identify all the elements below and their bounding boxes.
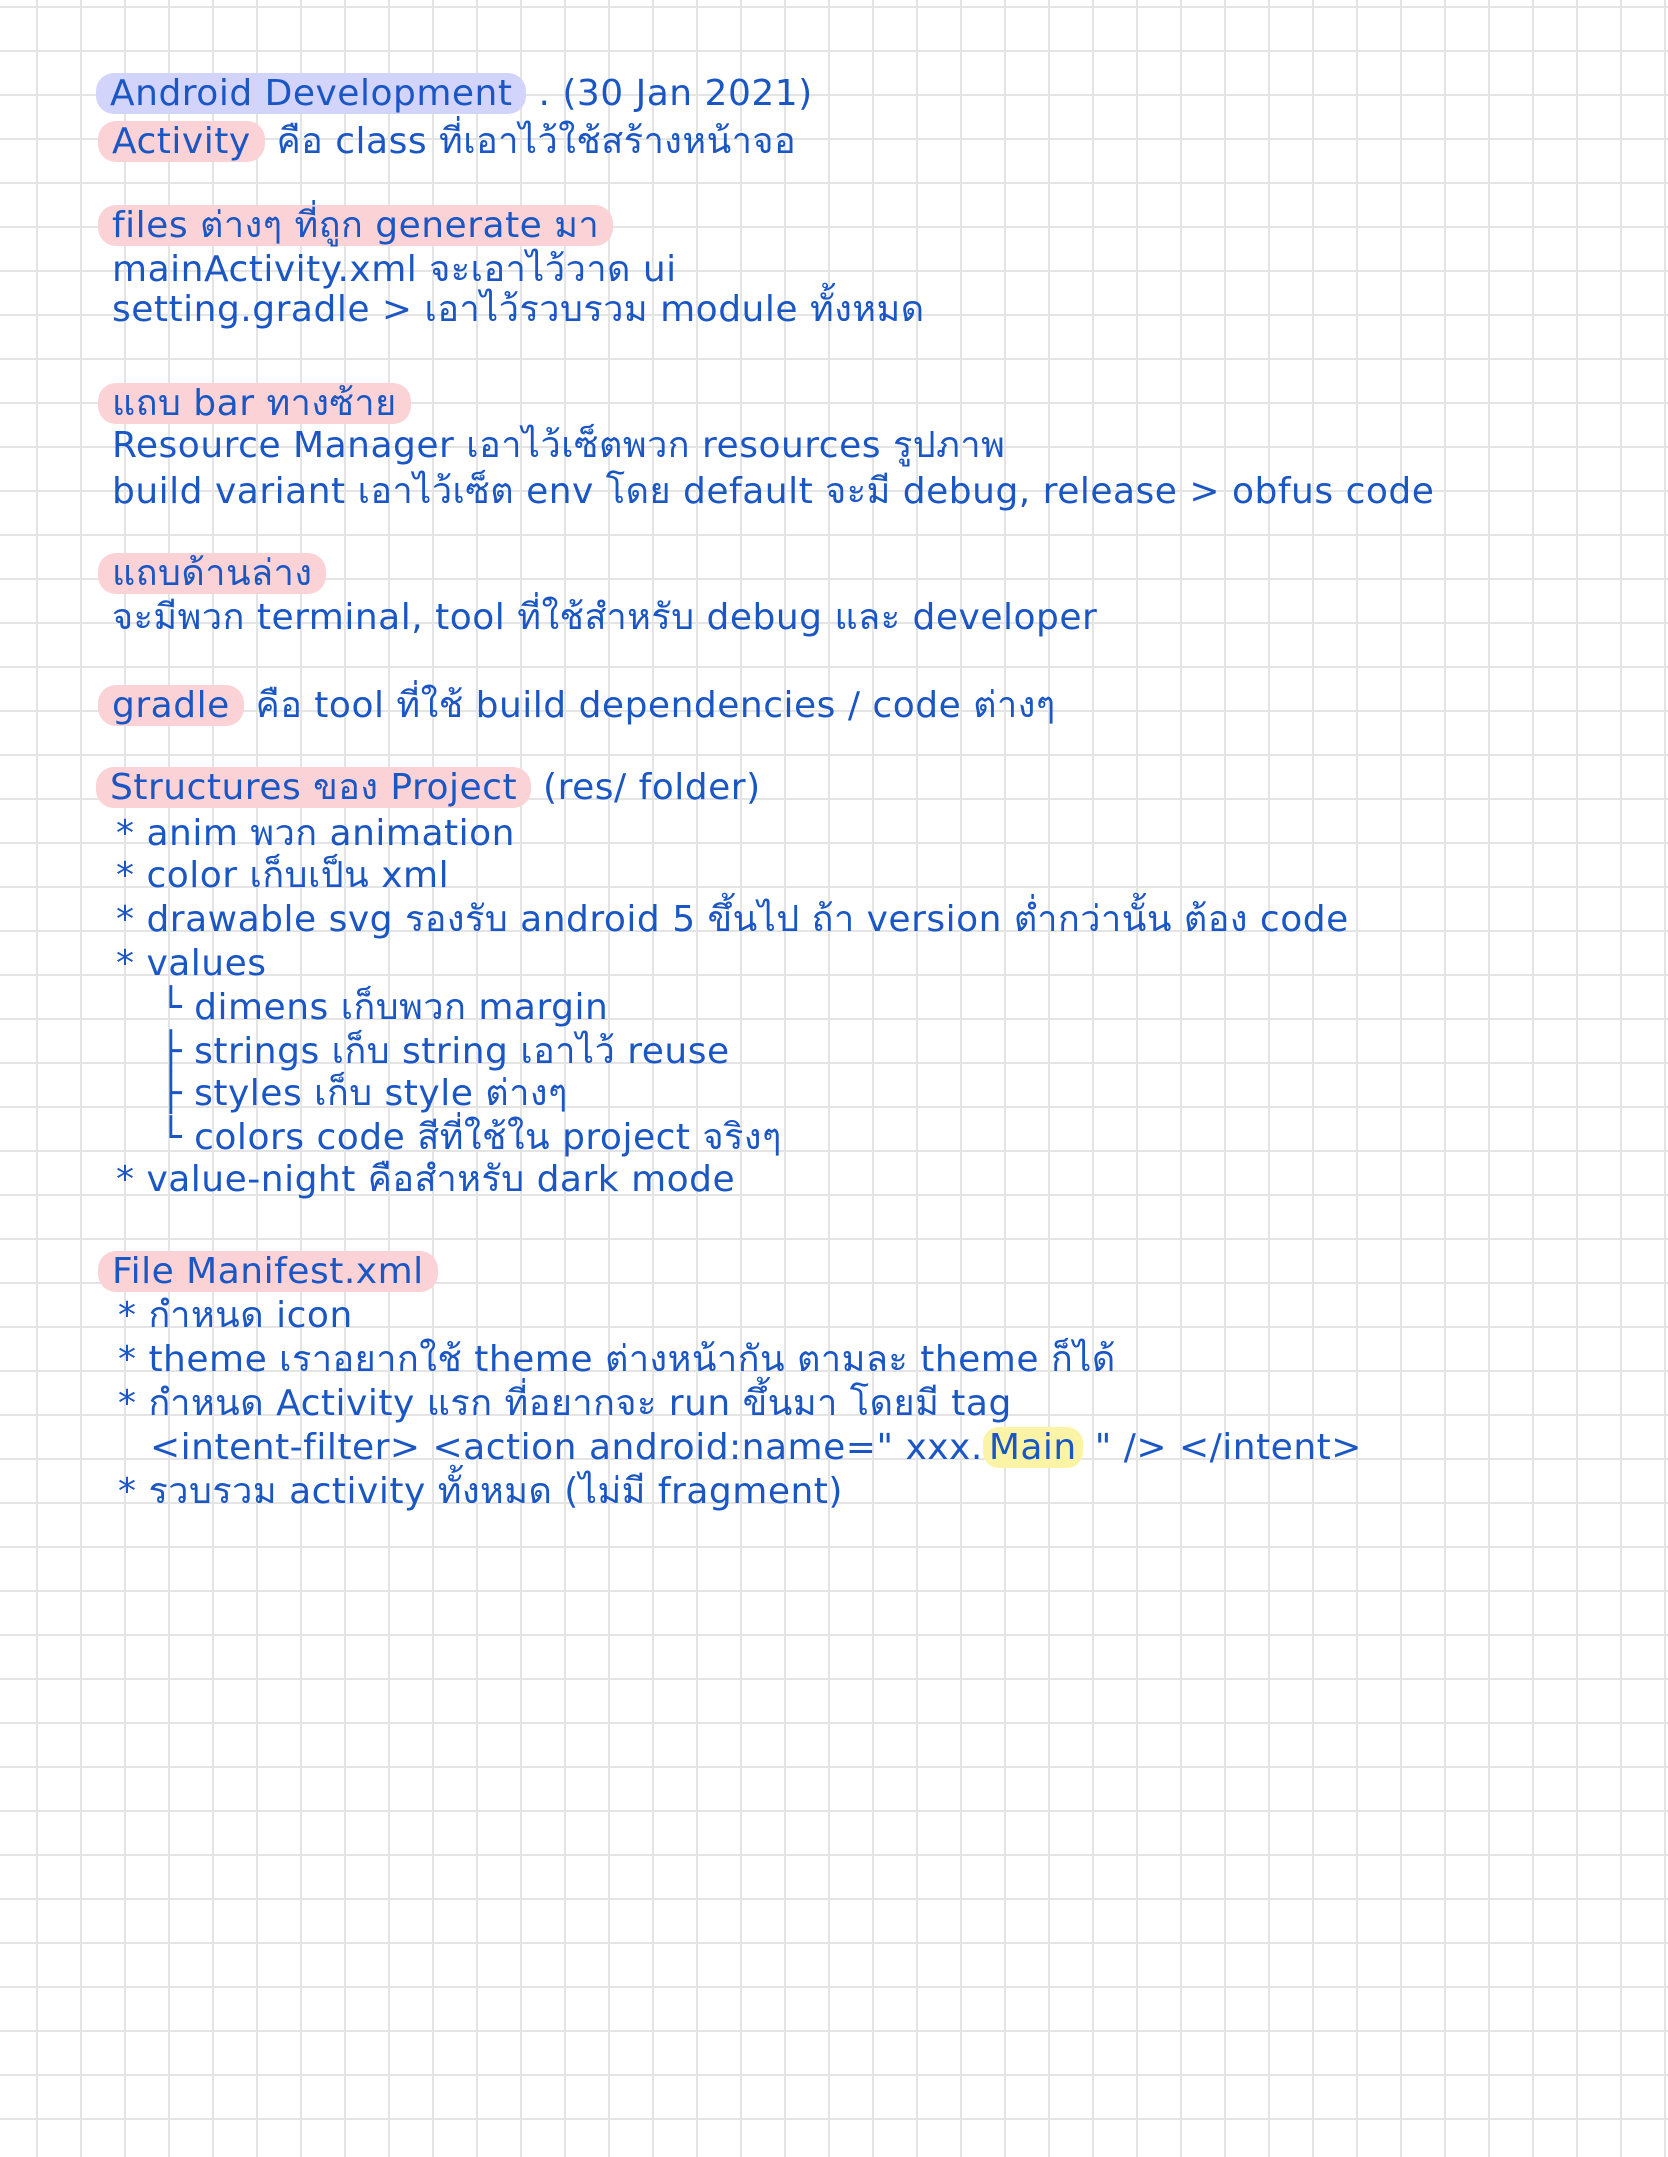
- left-bar-line: build variant เอาไว้เซ็ต env โดย default จะมี debug, release > obfus code: [112, 471, 1435, 512]
- left-bar-line: Resource Manager เอาไว้เซ็ตพวก resources รูปภาพ: [112, 425, 1006, 466]
- files-heading-line: [112, 204, 613, 248]
- structure-item: * color เก็บเป็น xml: [116, 855, 450, 896]
- page-date: . (30 Jan 2021): [538, 73, 813, 114]
- activity-definition: [112, 120, 796, 164]
- structure-item: * value-night คือสำหรับ dark mode: [116, 1159, 736, 1200]
- intent-suffix: " /> </intent>: [1082, 1427, 1362, 1468]
- intent-prefix: <intent-filter> <action android:name=" xxx.: [150, 1427, 983, 1468]
- left-bar-heading-line: [112, 382, 411, 426]
- intent-main: Main: [983, 1427, 1083, 1468]
- values-child: ├ styles เก็บ style ต่างๆ: [160, 1073, 568, 1114]
- manifest-item: * กำหนด Activity แรก ที่อยากจะ run ขึ้นมา โดยมี tag: [118, 1383, 1012, 1424]
- bottom-bar-heading: แถบด้านล่าง: [98, 553, 326, 594]
- title-line: [110, 72, 813, 116]
- files-line: setting.gradle > เอาไว้รวบรวม module ทั้งหมด: [112, 289, 925, 330]
- bottom-bar-line: จะมีพวก terminal, tool ที่ใช้สำหรับ debug และ developer: [112, 597, 1098, 638]
- bottom-bar-heading-line: [112, 552, 326, 596]
- values-child: └ colors code สีที่ใช้ใน project จริงๆ: [160, 1117, 782, 1158]
- structure-item: * values: [116, 943, 267, 984]
- values-child: └ dimens เก็บพวก margin: [160, 987, 609, 1028]
- structures-subheading: (res/ folder): [531, 767, 761, 808]
- structures-heading: Structures ของ Project: [96, 767, 531, 808]
- manifest-heading: File Manifest.xml: [98, 1251, 438, 1292]
- activity-term: Activity: [98, 121, 265, 162]
- structure-item: * drawable svg รองรับ android 5 ขึ้นไป ถ้า version ต่ำกว่านั้น ต้อง code: [116, 899, 1349, 940]
- manifest-item: * theme เราอยากใช้ theme ต่างหน้ากัน ตามละ theme ก็ได้: [118, 1339, 1116, 1380]
- files-heading: files ต่างๆ ที่ถูก generate มา: [98, 205, 613, 246]
- manifest-item: * กำหนด icon: [118, 1295, 353, 1336]
- values-child: ├ strings เก็บ string เอาไว้ reuse: [160, 1031, 730, 1072]
- gradle-line: [112, 684, 1056, 728]
- files-line: mainActivity.xml จะเอาไว้วาด ui: [112, 249, 677, 290]
- activity-text: คือ class ที่เอาไว้ใช้สร้างหน้าจอ: [276, 121, 797, 162]
- manifest-heading-line: [112, 1250, 438, 1294]
- gradle-text: คือ tool ที่ใช้ build dependencies / code ต่างๆ: [243, 685, 1056, 726]
- gradle-term: gradle: [98, 685, 244, 726]
- page-title: Android Development: [96, 73, 526, 114]
- intent-filter-line: [150, 1426, 1362, 1470]
- manifest-item: * รวบรวม activity ทั้งหมด (ไม่มี fragment): [118, 1471, 843, 1512]
- structure-item: * anim พวก animation: [116, 813, 515, 854]
- structures-heading-line: [110, 766, 761, 810]
- left-bar-heading: แถบ bar ทางซ้าย: [98, 383, 411, 424]
